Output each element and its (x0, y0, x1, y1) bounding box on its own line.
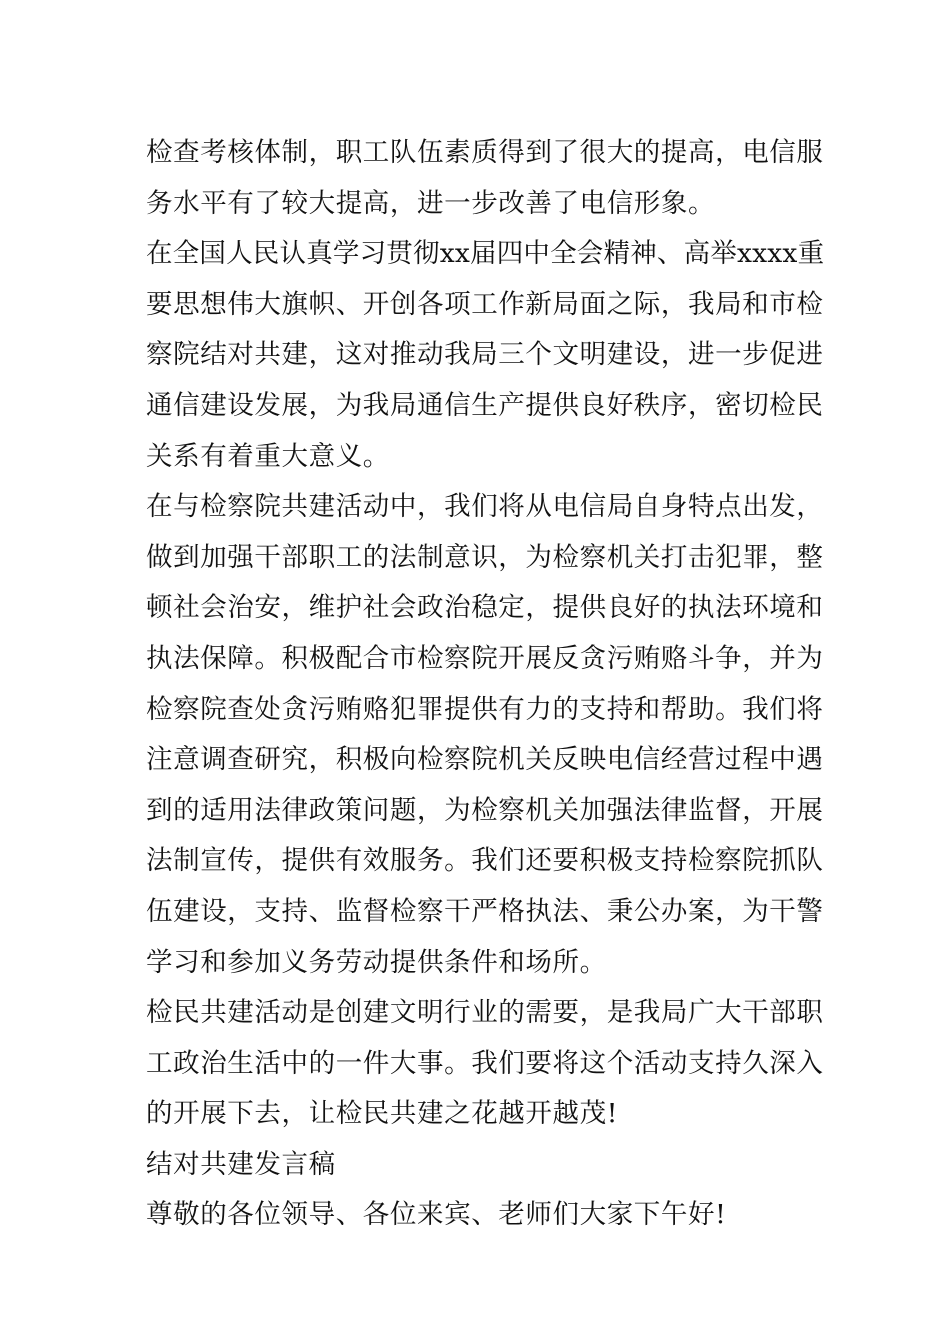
text-line: 伍建设，支持、监督检察干严格执法、秉公办案，为干警 (146, 895, 824, 927)
text-line: 注意调查研究，积极向检察院机关反映电信经营过程中遇 (146, 744, 824, 776)
document-body (146, 128, 825, 1241)
text-line: 察院结对共建，这对推动我局三个文明建设，进一步促进 (146, 339, 824, 371)
salutation-line: 尊敬的各位领导、各位来宾、老师们大家下午好! (146, 1199, 727, 1231)
text-line: 务水平有了较大提高，进一步改善了电信形象。 (146, 187, 716, 219)
text-line: 在全国人民认真学习贯彻xx届四中全会精神、高举xxxx重 (146, 238, 825, 270)
text-line: 检查考核体制，职工队伍素质得到了很大的提高，电信服 (146, 137, 824, 168)
text-line: 关系有着重大意义。 (146, 440, 390, 472)
text-line: 的开展下去，让检民共建之花越开越茂! (146, 1098, 618, 1130)
text-line: 在与检察院共建活动中，我们将从电信局自身特点出发， (146, 491, 824, 523)
section-heading: 结对共建发言稿 (146, 1148, 336, 1180)
text-line: 顿社会治安，维护社会政治稳定，提供良好的执法环境和 (146, 592, 824, 624)
text-line: 工政治生活中的一件大事。我们要将这个活动支持久深入 (146, 1047, 824, 1079)
text-line: 执法保障。积极配合市检察院开展反贪污贿赂斗争，并为 (146, 642, 824, 674)
text-line: 通信建设发展，为我局通信生产提供良好秩序，密切检民 (146, 389, 824, 421)
text-line: 学习和参加义务劳动提供条件和场所。 (146, 946, 607, 978)
text-line: 做到加强干部职工的法制意识，为检察机关打击犯罪，整 (146, 541, 824, 573)
text-line: 要思想伟大旗帜、开创各项工作新局面之际，我局和市检 (146, 288, 824, 320)
text-line: 检民共建活动是创建文明行业的需要，是我局广大干部职 (146, 997, 824, 1029)
text-line: 法制宣传，提供有效服务。我们还要积极支持检察院抓队 (146, 845, 824, 877)
text-line: 检察院查处贪污贿赂犯罪提供有力的支持和帮助。我们将 (146, 693, 824, 725)
text-line: 到的适用法律政策问题，为检察机关加强法律监督，开展 (146, 794, 824, 826)
